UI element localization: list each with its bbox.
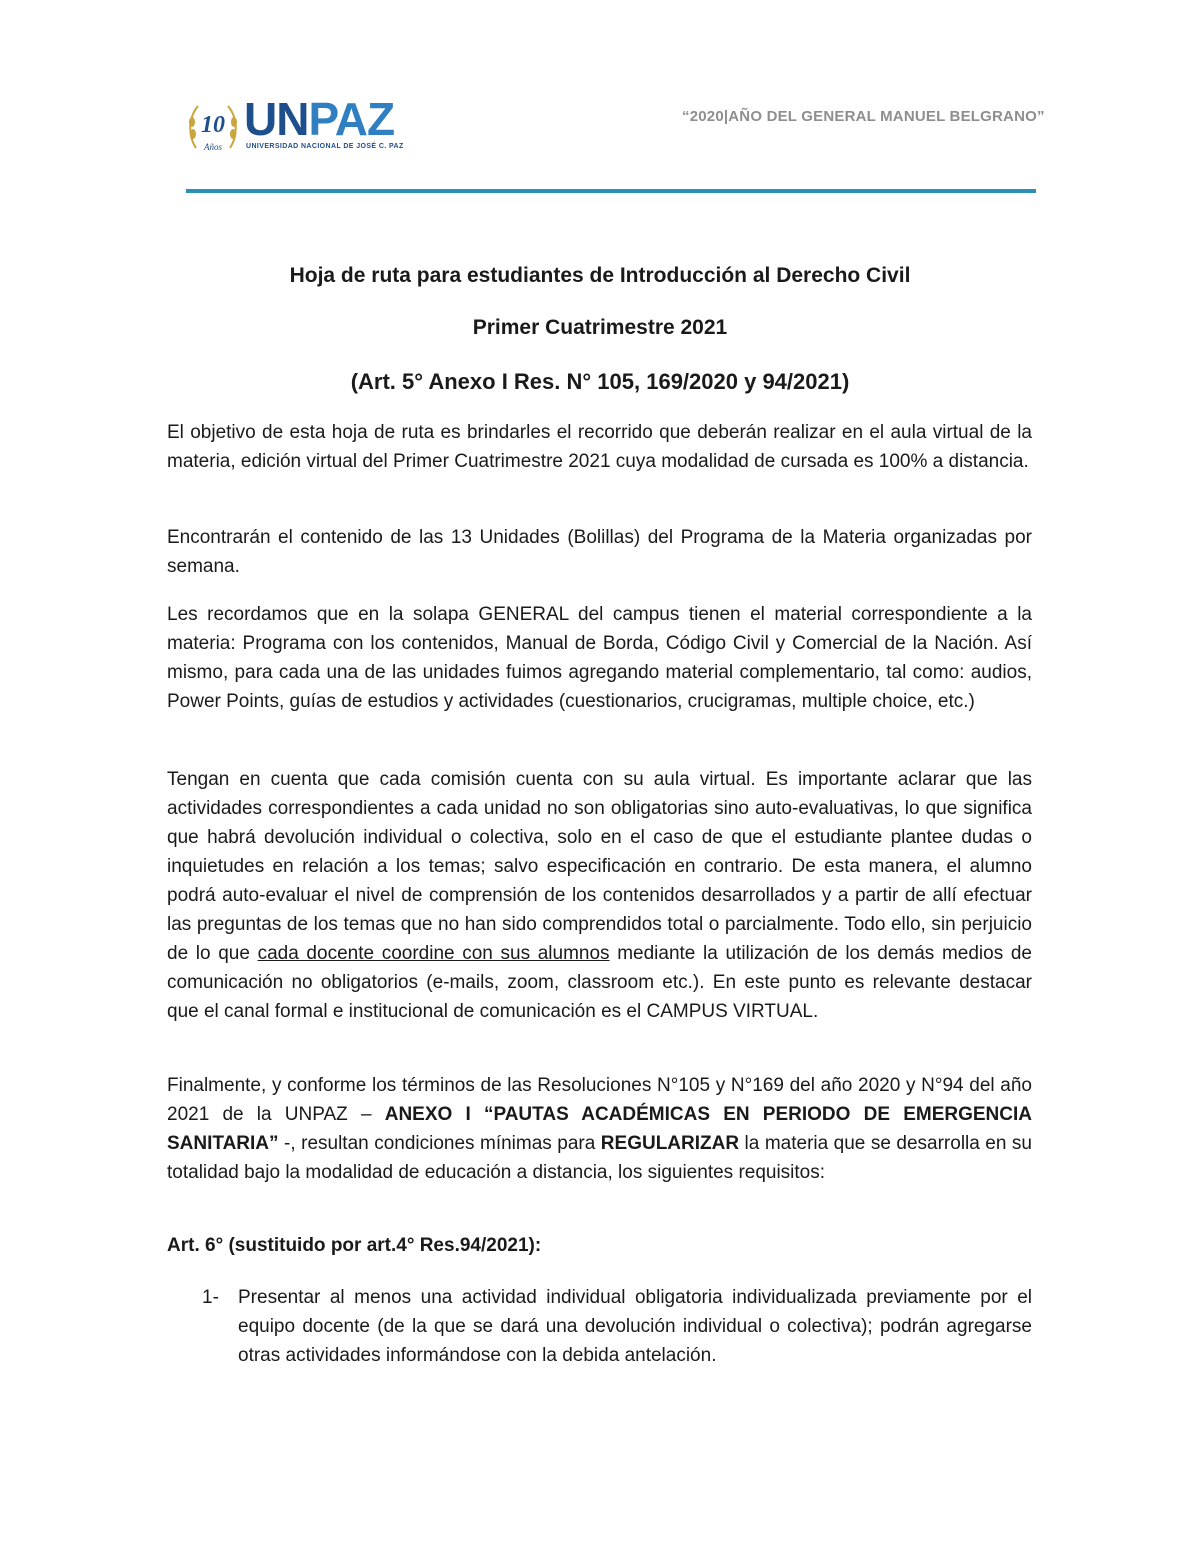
badge-years: Años (204, 142, 222, 152)
p5-annex-bold: ANEXO I “PAUTAS ACADÉMICAS EN PERIODO DE EMERGENCIA SANITARIA” (167, 1104, 1032, 1154)
document-reference: (Art. 5° Anexo I Res. N° 105, 169/2020 y 94/2021) (350, 369, 850, 394)
p5-regularizar-bold: REGULARIZAR (600, 1133, 740, 1154)
p5-text-a: Finalmente, y conforme los términos de las Resoluciones N°105 y N°169 del año 2020 y N°94 del año 2021 de la UNPAZ – (167, 1075, 1032, 1125)
badge-number: 10 (201, 112, 225, 138)
p4-text-b: mediante la utilización de los demás medios de comunicación no obligatorios (e-mails, zoom, classroom etc.). En este punto es relevante destacar que el canal formal e institucional de comunicación es el CAMPUS VIRTUAL. (167, 943, 1032, 1022)
document-subtitle: Primer Cuatrimestre 2021 (472, 316, 728, 339)
paragraph-units: Encontrarán el contenido de las 13 Unidades (Bolillas) del Programa de la Materia organizadas por semana. (167, 527, 1032, 577)
p5-text-b: -, resultan condiciones mínimas para (278, 1133, 601, 1154)
list-item-text: Presentar al menos una actividad individual obligatoria individualizada previamente por el equipo docente (de la que se dará una devolución individual o colectiva); podrán agregarse otras actividades informándose con la debida antelación. (238, 1287, 1032, 1366)
list-item (202, 1283, 1032, 1370)
paragraph-virtual-classroom (167, 765, 1032, 1026)
header-divider (186, 189, 1036, 193)
header-motto: “2020|AÑO DEL GENERAL MANUEL BELGRANO” (682, 108, 1045, 125)
p4-text-a: Tengan en cuenta que cada comisión cuenta con su aula virtual. Es importante aclarar que las actividades correspondientes a cada unidad no son obligatorias sino auto-evaluativas, lo que significa que habrá devolución individual o colectiva, solo en el caso de que el estudiante plantee dudas o inquietudes en relación a los temas; salvo especificación en contrario. De esta manera, el alumno podrá auto-evaluar el nivel de comprensión de los contenidos desarrollados y a partir de allí efectuar las preguntas de los temas que no han sido comprendidos total o parcialmente. Todo ello, sin perjuicio de lo que (167, 769, 1032, 964)
p4-underlined-text: cada docente coordine con sus alumnos (257, 943, 610, 964)
document-title: Hoja de ruta para estudiantes de Introducción al Derecho Civil (289, 264, 911, 287)
paragraph-materials: Les recordamos que en la solapa GENERAL del campus tienen el material correspondiente a la materia: Programa con los contenidos, Manual de Borda, Código Civil y Comercial de la Nación. Así mismo, para cada una de las unidades fuimos agregando material complementario, tal como: audios, Power Points, guías de estudios y actividades (cuestionarios, crucigramas, multiple choice, etc.) (167, 604, 1032, 712)
unpaz-logo (186, 93, 406, 158)
logo-subtitle: UNIVERSIDAD NACIONAL DE JOSÉ C. PAZ (246, 143, 404, 150)
logo-word-paz: PAZ (308, 93, 395, 145)
logo-wordmark (244, 94, 394, 144)
logo-word-un: UN (244, 93, 309, 145)
p5-text-c: la materia que se desarrolla en su totalidad bajo la modalidad de educación a distancia, los siguientes requisitos: (167, 1133, 1032, 1183)
paragraph-objective: El objetivo de esta hoja de ruta es brindarles el recorrido que deberán realizar en el aula virtual de la materia, edición virtual del Primer Cuatrimestre 2021 cuya modalidad de cursada es 100% a distancia. (167, 422, 1032, 472)
article-heading: Art. 6° (sustituido por art.4° Res.94/2021): (167, 1235, 542, 1256)
laurel-badge-icon (186, 96, 240, 156)
paragraph-requirements (167, 1071, 1032, 1187)
list-item-number: 1- (202, 1287, 219, 1308)
